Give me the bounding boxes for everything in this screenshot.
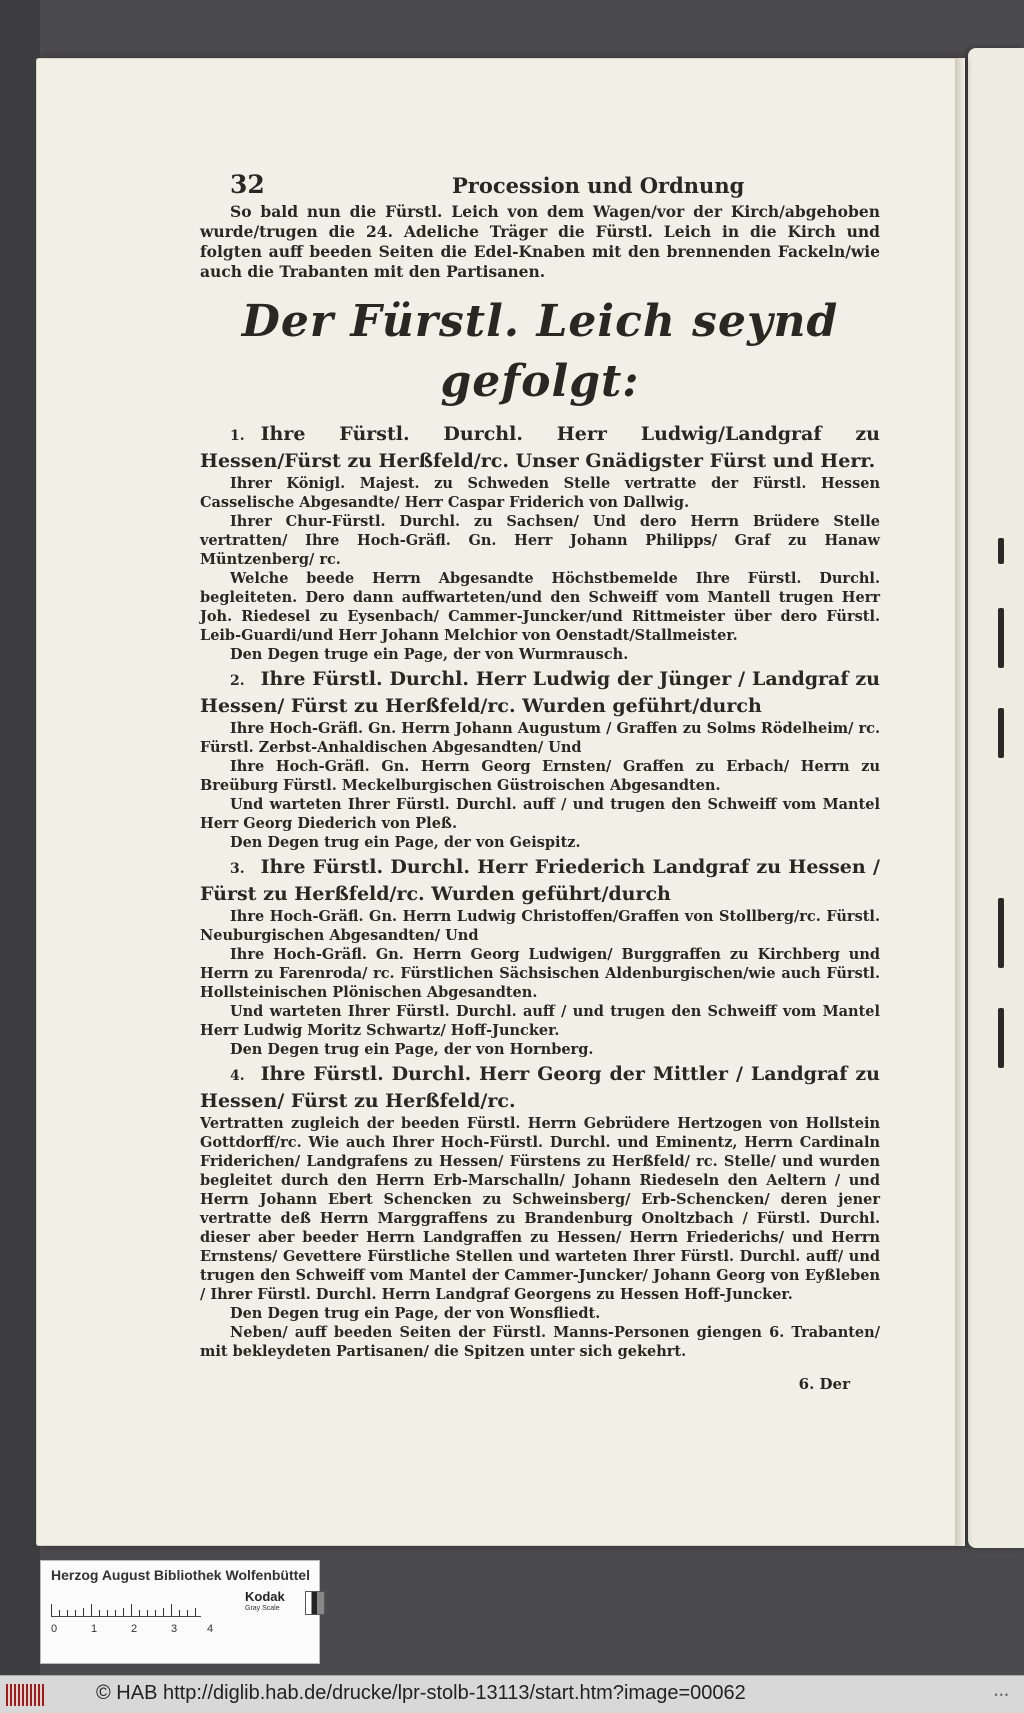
- entry-heading: [200, 1062, 880, 1114]
- entry-number: 3.: [230, 861, 245, 877]
- entry-line: Neben/ auff beeden Seiten der Fürstl. Manns-Personen giengen 6. Trabanten/ mit bekleydeten Partisanen/ die Spitzen unter sich gekehrt.: [200, 1324, 880, 1360]
- adjacent-page-mark: [998, 538, 1004, 564]
- entry-heading-text: Ihre Fürstl. Durchl. Herr Ludwig der Jünger / Landgraf zu Hessen/ Fürst zu Herßfeld/rc. Wurden geführt/durch: [200, 668, 880, 717]
- entry-number: 4.: [230, 1068, 245, 1084]
- library-name: Herzog August Bibliothek Wolfenbüttel: [51, 1567, 310, 1583]
- entry-line: Und warteten Ihrer Fürstl. Durchl. auff / und trugen den Schweiff vom Mantel Herr Ludwig Moritz Schwartz/ Hoff-Juncker.: [200, 1003, 880, 1039]
- entry-line: Den Degen trug ein Page, der von Wonsfliedt.: [230, 1305, 601, 1322]
- ruler-number: 0: [51, 1623, 58, 1635]
- color-scale-card: [40, 1560, 320, 1664]
- entry-line: Den Degen trug ein Page, der von Geispitz.: [230, 834, 581, 851]
- entry-number: 1.: [230, 428, 245, 444]
- entry-heading: [200, 422, 880, 474]
- page-header: [200, 170, 880, 200]
- entry-number: 2.: [230, 673, 245, 689]
- adjacent-page-mark: [998, 608, 1004, 668]
- credit-bar: [0, 1675, 1024, 1713]
- ruler-number: 4: [207, 1623, 214, 1635]
- entry-line: Ihre Hoch-Gräfl. Gn. Herrn Ludwig Christoffen/Graffen von Stollberg/rc. Fürstl. Neuburgischen Abgesandten/ Und: [200, 908, 880, 944]
- entry-heading: [200, 855, 880, 907]
- credit-url-link[interactable]: © HAB http://diglib.hab.de/drucke/lpr-stolb-13113/start.htm?image=00062: [96, 1682, 746, 1704]
- gray-scale-label: Gray Scale: [245, 1605, 280, 1612]
- running-head: Procession und Ordnung: [452, 173, 745, 198]
- entry-line: Den Degen truge ein Page, der von Wurmrausch.: [230, 646, 629, 663]
- catchword: 6. Der: [798, 1375, 850, 1393]
- section-heading: Der Fürstl. Leich seynd gefolgt:: [241, 296, 839, 407]
- ruler-number: 1: [91, 1623, 98, 1635]
- page-number: 32: [230, 170, 265, 199]
- gray-swatch: [305, 1591, 325, 1615]
- ruler-number: 3: [171, 1623, 178, 1635]
- ruler-scale: [51, 1591, 201, 1617]
- entry-line: Ihre Hoch-Gräfl. Gn. Herrn Georg Ernsten/ Graffen zu Erbach/ Herrn zu Breüburg Fürstl. Meckelburgischen Güstroischen Abgesandten.: [200, 758, 880, 794]
- procession-entry: [200, 1062, 880, 1361]
- ruler-number: 2: [131, 1623, 138, 1635]
- adjacent-page-mark: [998, 708, 1004, 758]
- procession-entry: [200, 667, 880, 852]
- entry-body: Vertratten zugleich der beeden Fürstl. Herrn Gebrüdere Hertzogen von Hollstein Gottdorff/rc. Wie auch Ihrer Hoch-Fürstl. Durchl. und Eminentz, Herrn Cardinaln Friderichen/ Landgrafens zu Hessen/ Fürstens zu Herßfeld/ rc. Stelle/ und wurden begleitet durch den Herrn Erb-Marschalln/ Johann Riedeseln den Aeltern / und Herrn Johann Ebert Schencken zu Schweinsberg/ Erb-Schencken/ deren jener vertratte deß Herrn Marggraffens zu Brandenburg Onoltzbach / Fürstl. Durchl. dieser aber beeder Herrn Landgraffen zu Hessen/ Herrn Friederichs/ und Herrn Ernstens/ Gevettere Fürstliche Stellen und warteten Ihrer Fürstl. Durchl. auff/ und trugen den Schweiff vom Mantel der Cammer-Juncker/ Johann Georg von Eyßleben / Ihrer Fürstl. Durchl. Herrn Landgraf Georgens zu Hessen Hoff-Juncker.: [200, 1115, 880, 1303]
- entry-line: Ihre Hoch-Gräfl. Gn. Herrn Georg Ludwigen/ Burggraffen zu Kirchberg und Herrn zu Farenroda/ rc. Fürstlichen Sächsischen Aldenburgischen/wie auch Fürstl. Hollsteinischen Plönischen Abgesandten.: [200, 946, 880, 1001]
- kodak-label: Kodak: [245, 1589, 285, 1604]
- entry-line: Den Degen trug ein Page, der von Hornberg.: [230, 1041, 594, 1058]
- scan-background-left: [0, 0, 40, 1675]
- procession-entry: [200, 855, 880, 1059]
- entry-line: Ihrer Chur-Fürstl. Durchl. zu Sachsen/ Und dero Herrn Brüdere Stelle vertratten/ Ihre Hoch-Gräfl. Gn. Herr Johann Philipps/ Graf zu Hanaw Müntzenberg/ rc.: [200, 513, 880, 568]
- adjacent-page-mark: [998, 898, 1004, 968]
- entry-line: Ihre Hoch-Gräfl. Gn. Herrn Johann Augustum / Graffen zu Solms Rödelheim/ rc. Fürstl. Zerbst-Anhaldischen Abgesandten/ Und: [200, 720, 880, 756]
- procession-entry: [200, 422, 880, 664]
- entry-heading-text: Ihre Fürstl. Durchl. Herr Friederich Landgraf zu Hessen / Fürst zu Herßfeld/rc. Wurden geführt/durch: [200, 856, 880, 905]
- entry-line: Ihrer Königl. Majest. zu Schweden Stelle vertratte der Fürstl. Hessen Casselische Abgesandte/ Herr Caspar Friderich von Dallwig.: [200, 475, 880, 511]
- entry-heading-text: Ihre Fürstl. Durchl. Herr Georg der Mittler / Landgraf zu Hessen/ Fürst zu Herßfeld/rc.: [200, 1063, 880, 1112]
- dots-icon: •••: [994, 1690, 1010, 1700]
- hab-barcode-icon: [6, 1684, 46, 1706]
- entry-line: Und warteten Ihrer Fürstl. Durchl. auff / und trugen den Schweiff vom Mantel Herr Georg Diederich von Pleß.: [200, 796, 880, 832]
- adjacent-page-edge: [968, 48, 1024, 1548]
- entry-heading-text: Ihre Fürstl. Durchl. Herr Ludwig/Landgraf zu Hessen/Fürst zu Herßfeld/rc. Unser Gnädigster Fürst und Herr.: [200, 423, 880, 472]
- page-gutter-shadow: [955, 58, 965, 1546]
- page-text: [200, 170, 880, 1393]
- ruler-numbers: [51, 1623, 221, 1639]
- entry-line: Welche beede Herrn Abgesandte Höchstbemelde Ihre Fürstl. Durchl. begleiteten. Dero dann auffwarteten/und den Schweiff vom Mantell trugen Herr Joh. Riedesel zu Eysenbach/ Cammer-Juncker/und Rittmeister über dero Fürstl. Leib-Guardi/und Herr Johann Melchior von Oenstadt/Stallmeister.: [200, 570, 880, 644]
- intro-paragraph: So bald nun die Fürstl. Leich von dem Wagen/vor der Kirch/abgehoben wurde/trugen die 24. Adeliche Träger die Fürstl. Leich in die Kirch und folgten auff beeden Seiten die Edel-Knaben mit den brennenden Fackeln/wie auch die Trabanten mit den Partisanen.: [200, 202, 880, 281]
- adjacent-page-mark: [998, 1008, 1004, 1068]
- entry-heading: [200, 667, 880, 719]
